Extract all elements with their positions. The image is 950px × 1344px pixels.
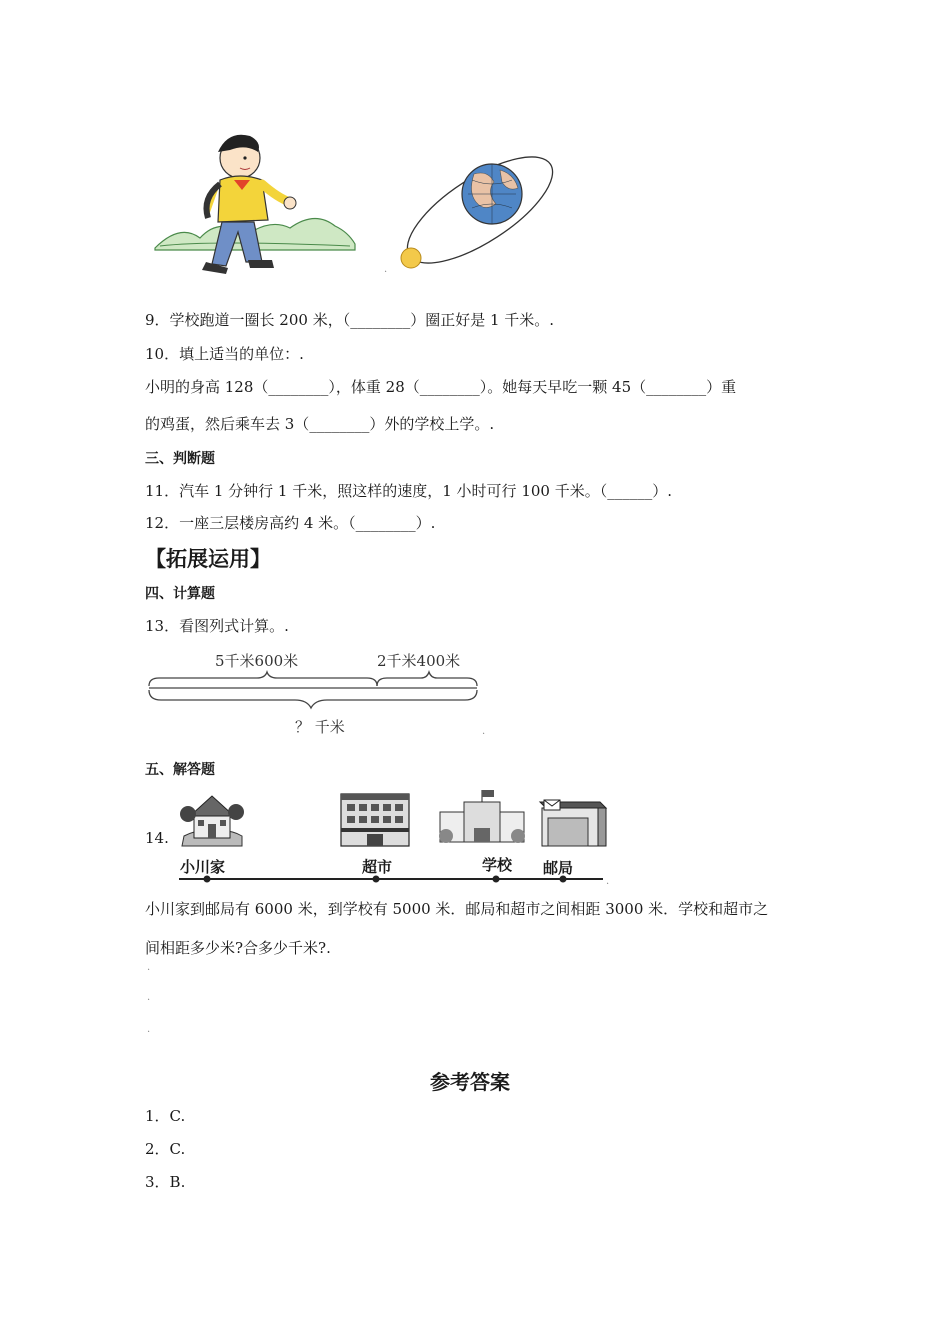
section-5-heading: 五、解答题: [145, 762, 215, 778]
earth-orbit-illustration: [396, 152, 564, 274]
diagram-left-label: 5千米600米: [215, 652, 299, 670]
house-icon: [180, 790, 244, 848]
question-14-number: 14.: [145, 829, 169, 847]
question-10-line-2: 的鸡蛋，然后乘车去 3（________）外的学校上学。.: [145, 415, 495, 433]
paragraph-mark: .: [606, 876, 610, 887]
question-10-title: 10．填上适当的单位：.: [145, 345, 304, 363]
school-building-icon: [434, 790, 530, 848]
paragraph-mark: .: [147, 992, 151, 1003]
route-point-school: [493, 876, 500, 883]
place-label-supermarket: 超市: [362, 858, 393, 876]
diagram-braces: [145, 668, 485, 714]
paragraph-mark: .: [147, 1024, 151, 1035]
place-label-post-office: 邮局: [543, 859, 574, 877]
diagram-right-label: 2千米400米: [377, 652, 461, 670]
section-4-heading: 四、计算题: [145, 586, 215, 602]
paragraph-mark: .: [147, 962, 151, 973]
question-13: 13．看图列式计算。.: [145, 617, 289, 635]
question-12: 12．一座三层楼房高约 4 米。（________）.: [145, 514, 436, 532]
post-office-icon: [538, 796, 608, 848]
diagram-total-label: ？ 千米: [295, 718, 345, 736]
boy-walking-illustration: [150, 128, 360, 278]
answers-title: 参考答案: [430, 1070, 510, 1094]
answer-1: 1．C.: [145, 1107, 186, 1125]
distance-diagram: [145, 646, 485, 736]
question-14-text-2: 间相距多少米?合多少千米?.: [145, 939, 331, 957]
question-14-text-1: 小川家到邮局有 6000 米，到学校有 5000 米．邮局和超市之间相距 3000 米．学校和超市之: [145, 900, 769, 918]
supermarket-building-icon: [335, 792, 415, 848]
paragraph-mark: .: [482, 726, 486, 737]
place-label-school: 学校: [482, 856, 513, 874]
question-11: 11．汽车 1 分钟行 1 千米，照这样的速度，1 小时可行 100 千米。（______）.: [145, 482, 672, 500]
question-10-line-1: 小明的身高 128（________），体重 28（________）。她每天早吃一颗 45（________）重: [145, 378, 737, 396]
answer-2: 2．C.: [145, 1140, 186, 1158]
answer-3: 3．B.: [145, 1173, 186, 1191]
extend-heading: 【拓展运用】: [145, 547, 271, 571]
paragraph-mark: .: [384, 264, 388, 275]
section-3-heading: 三、判断题: [145, 451, 215, 467]
place-label-home: 小川家: [180, 858, 226, 876]
question-9: 9．学校跑道一圈长 200 米，（________）圈正好是 1 千米。.: [145, 311, 555, 329]
